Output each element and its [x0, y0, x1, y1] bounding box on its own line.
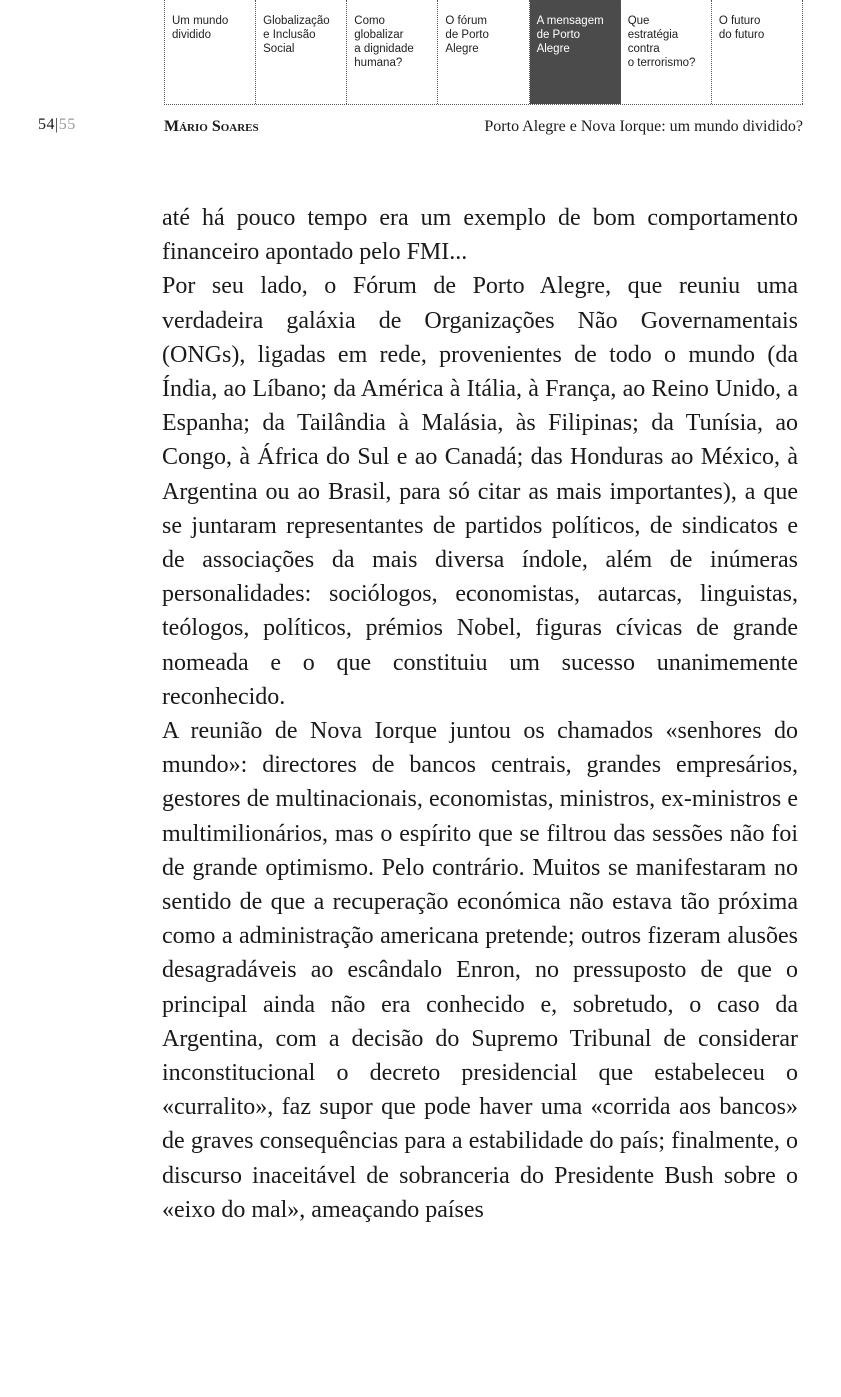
- running-header-title: Porto Alegre e Nova Iorque: um mundo dividido?: [484, 118, 803, 135]
- paragraph: até há pouco tempo era um exemplo de bom comportamento financeiro apontado pelo FMI...: [162, 205, 798, 266]
- chapter-tab-globalizacao-inclusao-social[interactable]: Globalização e Inclusão Social: [256, 0, 347, 104]
- chapter-tab-como-globalizar[interactable]: Como globalizar a dignidade humana?: [347, 0, 438, 104]
- body-text: [162, 201, 798, 1227]
- page-number-left: 54: [38, 116, 55, 133]
- chapter-tab-mensagem-porto-alegre[interactable]: A mensagem de Porto Alegre: [530, 0, 621, 104]
- running-header-author: Mário Soares: [164, 118, 259, 135]
- chapter-tab-um-mundo-dividido[interactable]: Um mundo dividido: [165, 0, 256, 104]
- chapter-tab-estrategia-terrorismo[interactable]: Que estratégia contra o terrorismo?: [621, 0, 712, 104]
- chapter-tab-forum-porto-alegre[interactable]: O fórum de Porto Alegre: [438, 0, 529, 104]
- paragraph: A reunião de Nova Iorque juntou os chamados «senhores do mundo»: directores de bancos centrais, grandes empresários, gestores de multinacionais, economistas, ministros, ex-ministros e multimilionários, mas o espírito que se filtrou das sessões não foi de grande optimismo. Pelo contrário. Muitos se manifestaram no sentido de que a recuperação económica não estava tão próxima como a administração americana pretende; outros fizeram alusões desagradáveis ao escândalo Enron, no pressuposto de que o principal ainda não era conhecido e, sobretudo, o caso da Argentina, com a decisão do Supremo Tribunal de considerar inconstitucional o decreto presidencial que estabeleceu o «curralito», faz supor que pode haver uma «corrida aos bancos» de graves consequências para a estabilidade do país; finalmente, o discurso inaceitável de sobranceria do Presidente Bush sobre o «eixo do mal», ameaçando países: [162, 718, 798, 1223]
- chapter-navigation: [164, 0, 803, 105]
- chapter-tab-futuro-do-futuro[interactable]: O futuro do futuro: [712, 0, 803, 104]
- page-number-separator: |: [55, 116, 59, 133]
- paragraph: Por seu lado, o Fórum de Porto Alegre, que reuniu uma verdadeira galáxia de Organizações Não Governamentais (ONGs), ligadas em rede, provenientes de todo o mundo (da Índia, ao Líbano; da América à Itália, à França, ao Reino Unido, a Espanha; da Tailândia à Malásia, às Filipinas; da Tunísia, ao Congo, à África do Sul e ao Canadá; das Honduras ao México, à Argentina ou ao Brasil, para só citar as mais importantes), a que se juntaram representantes de partidos políticos, de sindicatos e de associações da mais diversa índole, além de inúmeras personalidades: sociólogos, economistas, autarcas, linguistas, teólogos, políticos, prémios Nobel, figuras cívicas de grande nomeada e o que constituiu um sucesso unanimemente reconhecido.: [162, 273, 798, 710]
- page-number-right: 55: [58, 116, 76, 133]
- page-numbers: [38, 116, 76, 134]
